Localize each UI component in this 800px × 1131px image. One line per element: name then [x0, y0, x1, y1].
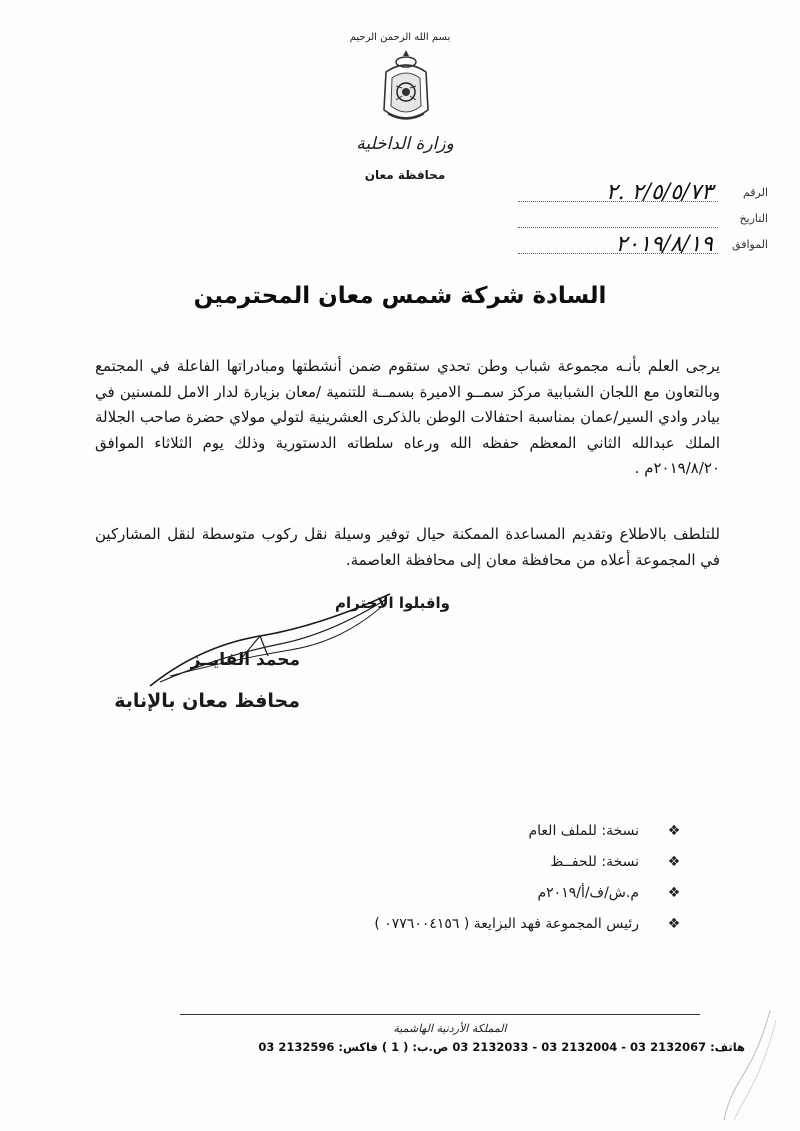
diamond-bullet-icon: ❖: [667, 884, 681, 901]
basmala: بسم الله الرحمن الرحيم: [349, 32, 451, 43]
copies-list: [245, 815, 685, 939]
diamond-bullet-icon: ❖: [667, 822, 681, 839]
reference-corresponding-row: [508, 234, 768, 256]
signer-name: محمد الفايــز: [190, 650, 300, 670]
scan-mark-decoration: [720, 1010, 780, 1120]
reference-number-rule: [518, 201, 718, 202]
reference-date-label: التاريخ: [739, 212, 768, 225]
copy-text: م.ش/ف/أ/٢٠١٩م: [537, 884, 639, 901]
governorate-name: محافظة معان: [364, 168, 446, 182]
body-paragraph-1: يرجى العلم بأنـه مجموعة شباب وطن تحدي ستقوم ضمن أنشطتها ومبادراتها الفاعلة في المجتمع وبالتعاون مع اللجان الشبابية مركز سمــو الاميرة بسمــة للتنمية /معان بزيارة لدار الامل للمسنين في بيادر وادي السير/عمان بمناسبة احتفالات الوطن بالذكرى العشرينية لتولي مولاي حضرة صاحب الجلالة الملك عبدالله الثاني المعظم حفظه الله ورعاه سلطاته الدستورية وذلك يوم الثلاثاء الموافق ٢٠١٩/٨/٢٠م .: [95, 357, 720, 477]
list-item: [245, 815, 685, 846]
diamond-bullet-icon: ❖: [667, 915, 681, 932]
copy-text: نسخة: للملف العام: [528, 822, 639, 839]
reference-corresponding-rule: [518, 253, 718, 254]
ministry-name: وزارة الداخلية: [356, 134, 454, 154]
list-item: [245, 908, 685, 939]
copy-text: رئيس المجموعة فهد البزايعة ( ٠٧٧٦٠٠٤١٥٦ ): [374, 915, 639, 932]
body-paragraph-2: للتلطف بالاطلاع وتقديم المساعدة الممكنة حيال توفير وسيلة نقل ركوب متوسطة لنقل المشاركين في المجموعة أعلاه من محافظة معان إلى محافظة العاصمة.: [95, 525, 720, 569]
addressee: السادة شركة شمس معان المحترمين: [193, 283, 607, 309]
reference-date-rule: [518, 227, 718, 228]
footer-divider: [180, 1014, 700, 1015]
closing-phrase: واقبلوا الاحترام: [334, 594, 450, 612]
handwritten-signature: [140, 586, 400, 706]
copy-text: نسخة: للحفــظ: [550, 853, 639, 870]
reference-number-row: [508, 182, 768, 204]
footer-country: المملكة الأردنية الهاشمية: [393, 1022, 507, 1035]
reference-corresponding-label: الموافق: [732, 238, 768, 251]
signer-title: محافظ معان بالإنابة: [114, 690, 300, 712]
reference-number-label: الرقم: [742, 186, 768, 199]
list-item: [245, 846, 685, 877]
footer-contact: هاتف: 2132067 03 - 2132004 03 - 2132033 03 ص.ب: ( 1 ) فاكس: 2132596 03: [258, 1040, 745, 1054]
coat-of-arms-icon: [378, 48, 434, 128]
list-item: [245, 877, 685, 908]
reference-date-row: [508, 208, 768, 230]
diamond-bullet-icon: ❖: [667, 853, 681, 870]
reference-corresponding-value: ٢٠١٩/٨/١٩: [615, 232, 713, 257]
reference-number-value: ٢/٥/٥/٧٣ .٢: [605, 180, 713, 205]
